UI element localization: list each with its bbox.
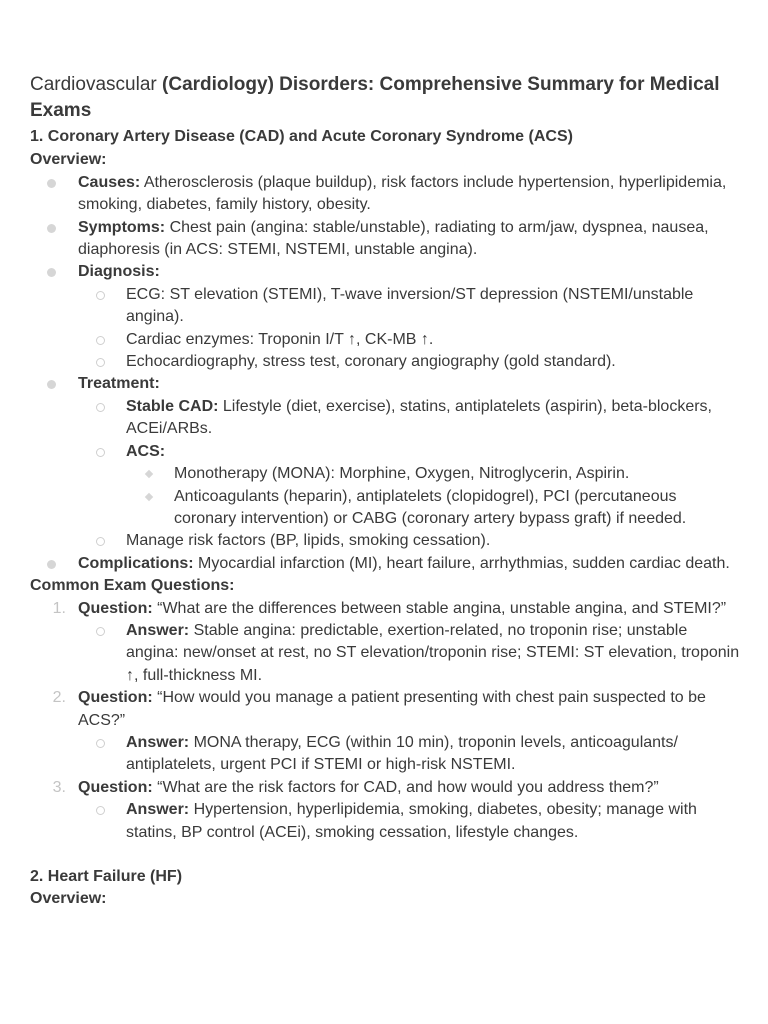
treatment-item: Treatment: Stable CAD: Lifestyle (diet, exercise), statins, antiplatelets (aspirin), beta-blockers, ACEi/ARBs. ACS: Monotherapy (MONA): Morphine, Oxygen, Nitroglycerin, Aspirin. Anticoagulants (heparin), antiplatelets (clopidogrel), PCI (percutaneous coronary intervention) or CABG (coronary artery bypass graft) if needed. Manage risk factors (BP, lipids, smoking cessation). xyxy=(30,373,742,552)
bullet-dot-icon xyxy=(47,380,56,389)
bullet-circle-icon xyxy=(96,627,105,636)
diagnosis-item: Diagnosis: ECG: ST elevation (STEMI), T-wave inversion/ST depression (NSTEMI/unstable angina). Cardiac enzymes: Troponin I/T ↑, CK-MB ↑. Echocardiography, stress test, coronary angiography (gold standard). xyxy=(30,261,742,373)
section-spacer xyxy=(30,844,742,866)
section-1-overview-label: Overview: xyxy=(30,151,107,169)
bullet-circle-icon xyxy=(96,336,105,345)
symptoms-item: Symptoms: Chest pain (angina: stable/unstable), radiating to arm/jaw, dyspnea, nausea, diaphoresis (in ACS: STEMI, NSTEMI, unstable angina). xyxy=(30,217,742,262)
bullet-circle-icon xyxy=(96,448,105,457)
section-2-heading: 2. Heart Failure (HF) xyxy=(30,868,183,885)
bullet-circle-icon xyxy=(96,358,105,367)
bullet-circle-icon xyxy=(96,403,105,412)
bullet-diamond-icon xyxy=(145,492,153,500)
list-item: ECG: ST elevation (STEMI), T-wave inversion/ST depression (NSTEMI/unstable angina). xyxy=(78,284,742,329)
question-item: 3. Question: “What are the risk factors for CAD, and how would you address them?” Answer: Hypertension, hyperlipidemia, smoking, diabetes, obesity; manage with statins, BP control (ACEi), smoking cessation, lifestyle changes. xyxy=(30,777,742,844)
treatment-list xyxy=(78,396,742,553)
overview-list xyxy=(30,172,742,575)
answer-list xyxy=(78,620,742,687)
answer-item: Answer: Hypertension, hyperlipidemia, smoking, diabetes, obesity; manage with statins, BP control (ACEi), smoking cessation, lifestyle changes. xyxy=(78,799,742,844)
section-2-overview-label: Overview: xyxy=(30,890,107,908)
exam-questions-list xyxy=(30,598,742,844)
complications-item: Complications: Myocardial infarction (MI), heart failure, arrhythmias, sudden cardiac death. xyxy=(30,553,742,575)
bullet-circle-icon xyxy=(96,291,105,300)
question-item: 1. Question: “What are the differences between stable angina, unstable angina, and STEMI?” Answer: Stable angina: predictable, exertion-related, no troponin rise; unstable angina: new/onset at rest, no ST elevation/troponin rise; STEMI: ST elevation, troponin ↑, full-thickness MI. xyxy=(30,598,742,688)
acs-list xyxy=(126,463,742,530)
document-page xyxy=(30,72,742,911)
list-item: Cardiac enzymes: Troponin I/T ↑, CK-MB ↑. xyxy=(78,329,742,351)
bullet-dot-icon xyxy=(47,224,56,233)
answer-item: Answer: Stable angina: predictable, exertion-related, no troponin rise; unstable angina: new/onset at rest, no ST elevation/troponin rise; STEMI: ST elevation, troponin ↑, full-thickness MI. xyxy=(78,620,742,687)
answer-item: Answer: MONA therapy, ECG (within 10 min), troponin levels, anticoagulants/ antiplatelets, urgent PCI if STEMI or high-risk NSTEMI. xyxy=(78,732,742,777)
causes-item: Causes: Atherosclerosis (plaque buildup), risk factors include hypertension, hyperlipidemia, smoking, diabetes, family history, obesity. xyxy=(30,172,742,217)
bullet-diamond-icon xyxy=(145,470,153,478)
bullet-dot-icon xyxy=(47,179,56,188)
bullet-circle-icon xyxy=(96,537,105,546)
list-item: Anticoagulants (heparin), antiplatelets (clopidogrel), PCI (percutaneous coronary intervention) or CABG (coronary artery bypass graft) if needed. xyxy=(126,486,742,531)
diagnosis-list xyxy=(78,284,742,374)
stable-cad-item: Stable CAD: Lifestyle (diet, exercise), statins, antiplatelets (aspirin), beta-blockers, ACEi/ARBs. xyxy=(78,396,742,441)
question-item: 2. Question: “How would you manage a patient presenting with chest pain suspected to be ACS?” Answer: MONA therapy, ECG (within 10 min), troponin levels, anticoagulants/ antiplatelets, urgent PCI if STEMI or high-risk NSTEMI. xyxy=(30,687,742,777)
bullet-circle-icon xyxy=(96,739,105,748)
answer-list xyxy=(78,732,742,777)
risk-factors-item: Manage risk factors (BP, lipids, smoking cessation). xyxy=(78,530,742,552)
exam-questions-heading: Common Exam Questions: xyxy=(30,577,235,595)
list-item: Monotherapy (MONA): Morphine, Oxygen, Nitroglycerin, Aspirin. xyxy=(126,463,742,485)
answer-list xyxy=(78,799,742,844)
section-1-heading: 1. Coronary Artery Disease (CAD) and Acute Coronary Syndrome (ACS) xyxy=(30,128,573,145)
bullet-dot-icon xyxy=(47,268,56,277)
acs-item: ACS: Monotherapy (MONA): Morphine, Oxygen, Nitroglycerin, Aspirin. Anticoagulants (heparin), antiplatelets (clopidogrel), PCI (percutaneous coronary intervention) or CABG (coronary artery bypass graft) if needed. xyxy=(78,441,742,531)
document-title: Cardiovascular (Cardiology) Disorders: Comprehensive Summary for Medical Exams xyxy=(30,74,720,121)
bullet-circle-icon xyxy=(96,806,105,815)
list-item: Echocardiography, stress test, coronary angiography (gold standard). xyxy=(78,351,742,373)
bullet-dot-icon xyxy=(47,560,56,569)
